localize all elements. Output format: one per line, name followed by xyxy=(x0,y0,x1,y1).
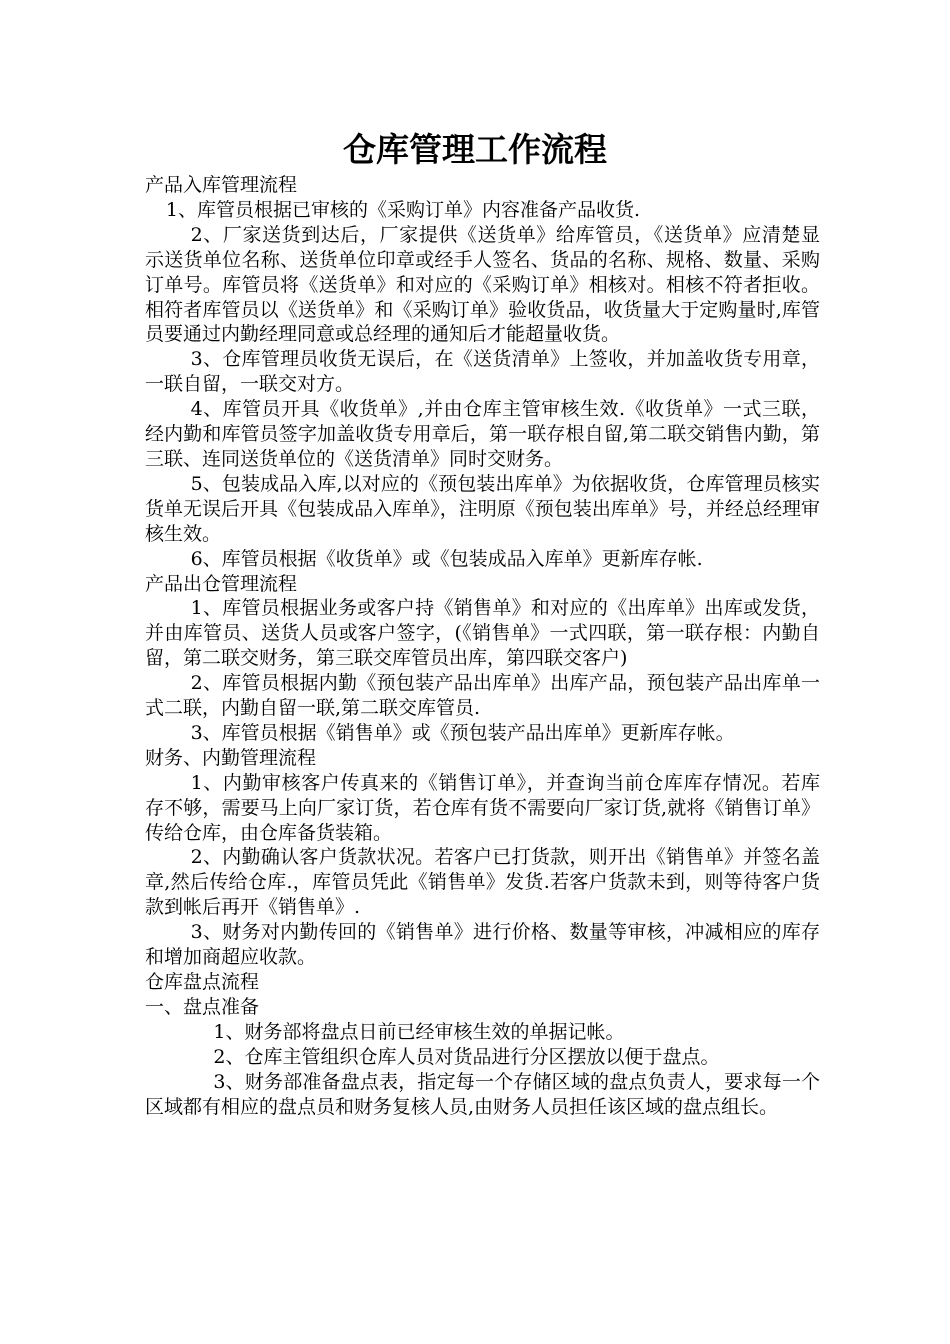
paragraph: 2、库管员根据内勤《预包装产品出库单》出库产品，预包装产品出库单一式二联，内勤自留一联,第二联交库管员. xyxy=(145,672,820,720)
paragraph: 1、财务部将盘点日前已经审核生效的单据记帐。 xyxy=(213,1020,625,1043)
paragraph: 3、财务部准备盘点表，指定每一个存储区域的盘点负责人，要求每一个区域都有相应的盘点员和财务复核人员,由财务人员担任该区域的盘点组长。 xyxy=(145,1070,820,1118)
paragraph: 2、仓库主管组织仓库人员对货品进行分区摆放以便于盘点。 xyxy=(213,1045,720,1068)
paragraph: 3、仓库管理员收货无误后，在《送货清单》上签收，并加盖收货专用章，一联自留，一联交对方。 xyxy=(145,348,820,396)
section-heading: 财务、内勤管理流程 xyxy=(145,746,317,769)
paragraph: 3、库管员根据《销售单》或《预包装产品出库单》更新库存帐。 xyxy=(190,721,735,744)
paragraph: 3、财务对内勤传回的《销售单》进行价格、数量等审核，冲减相应的库存和增加商超应收款。 xyxy=(145,921,820,969)
paragraph: 6、库管员根据《收货单》或《包装成品入库单》更新库存帐. xyxy=(190,547,703,570)
section-heading: 仓库盘点流程 xyxy=(145,971,260,993)
paragraph: 1、库管员根据业务或客户持《销售单》和对应的《出库单》出库或发货，并由库管员、送货人员或客户签字，(《销售单》一式四联，第一联存根：内勤自留，第二联交财务，第三联交库管员出库，第四联交客户) xyxy=(145,597,820,670)
paragraph: 5、包装成品入库,以对应的《预包装出库单》为依据收货，仓库管理员核实货单无误后开具《包装成品入库单》，注明原《预包装出库单》号，并经总经理审核生效。 xyxy=(145,472,820,545)
section-heading: 产品出仓管理流程 xyxy=(145,572,298,595)
document-title: 仓库管理工作流程 xyxy=(343,130,607,169)
paragraph: 1、内勤审核客户传真来的《销售订单》，并查询当前仓库库存情况。若库存不够，需要马上向厂家订货，若仓库有货不需要向厂家订货,就将《销售订单》传给仓库，由仓库备货装箱。 xyxy=(145,771,820,844)
paragraph: 2、内勤确认客户货款状况。若客户已打货款，则开出《销售单》并签名盖章,然后传给仓库.，库管员凭此《销售单》发货.若客户货款未到，则等待客户货款到帐后再开《销售单》. xyxy=(145,846,820,919)
paragraph: 2、厂家送货到达后，厂家提供《送货单》给库管员，《送货单》应清楚显示送货单位名称、送货单位印章或经手人签名、货品的名称、规格、数量、采购订单号。库管员将《送货单》和对应的《采购订单》相核对。相核不符者拒收。相符者库管员以《送货单》和《采购订单》验收货品，收货量大于定购量时,库管员要通过内勤经理同意或总经理的通知后才能超量收货。 xyxy=(145,223,820,346)
paragraph: 4、库管员开具《收货单》,并由仓库主管审核生效.《收货单》一式三联，经内勤和库管员签字加盖收货专用章后，第一联存根自留,第二联交销售内勤，第三联、连同送货单位的《送货清单》同时交财务。 xyxy=(145,398,820,470)
document-body xyxy=(145,173,820,1119)
subsection-heading: 一、盘点准备 xyxy=(145,995,260,1018)
section-heading: 产品入库管理流程 xyxy=(145,174,298,196)
paragraph: 1、库管员根据已审核的《采购订单》内容准备产品收货. xyxy=(165,198,641,221)
